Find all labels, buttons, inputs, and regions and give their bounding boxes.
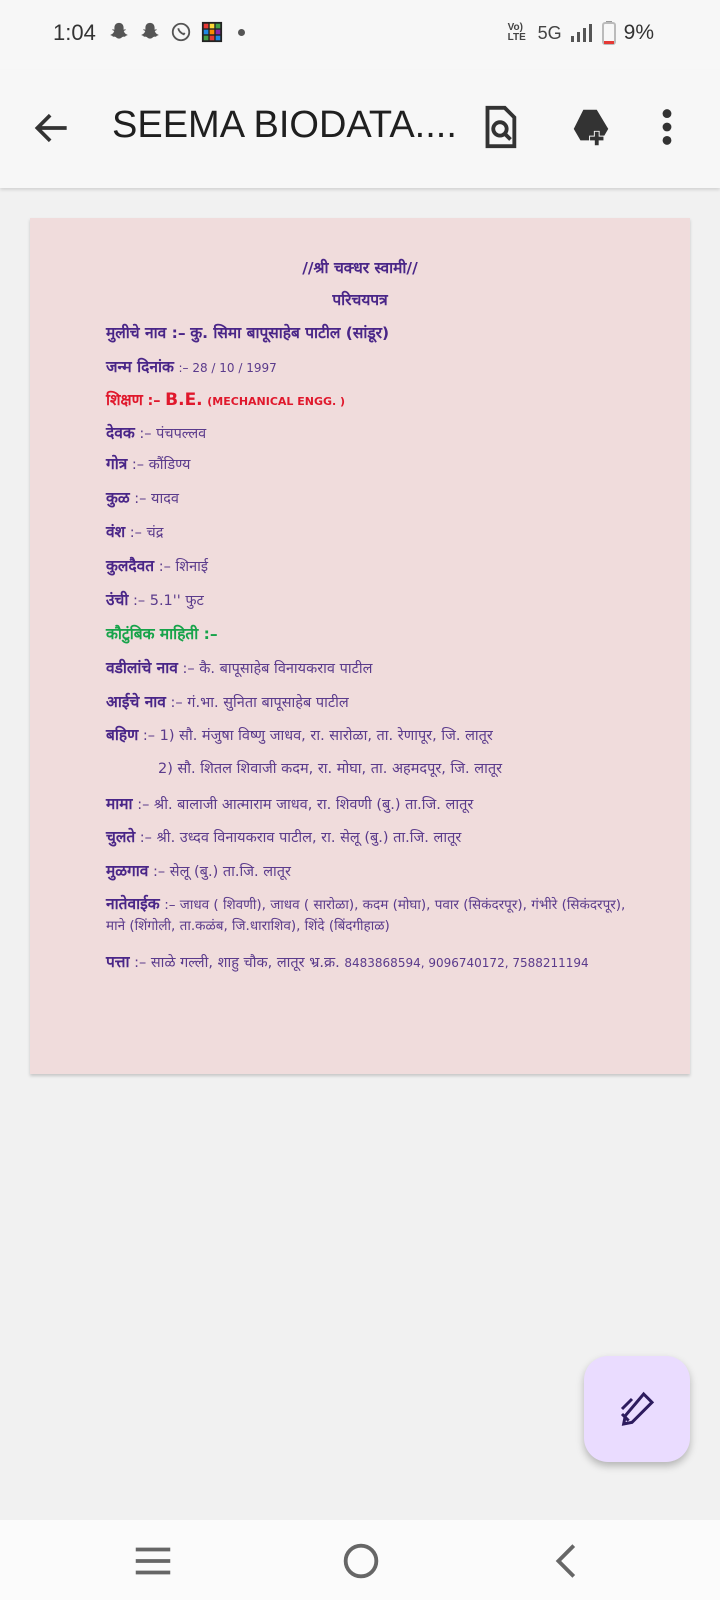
- relatives-label: नातेवाईक: [106, 895, 160, 913]
- network-type: 5G: [537, 22, 562, 43]
- gotra-row: [106, 452, 190, 474]
- app-grid-icon: [201, 21, 223, 43]
- mother-value: :– गं.भा. सुनिता बापूसाहेब पाटील: [170, 695, 349, 711]
- status-time: 1:04: [53, 20, 96, 45]
- document-page[interactable]: [30, 218, 690, 1074]
- dob-row: [106, 355, 277, 377]
- relatives-row: [106, 892, 625, 914]
- gotra-label: गोत्र: [106, 455, 128, 473]
- kuldaivat-row: [106, 554, 208, 576]
- relatives-value-1: :– जाधव ( शिवणी), जाधव ( सारोळा), कदम (मोघा), पवार (सिकंदरपूर), गंभीरे (सिकंदरपूर),: [164, 897, 626, 913]
- devak-value: :– पंचपल्लव: [139, 426, 207, 442]
- snapchat-icon: [139, 21, 161, 43]
- volte-indicator: Vo) LTE: [507, 22, 526, 43]
- status-right: [508, 21, 654, 45]
- battery-icon: [602, 21, 616, 45]
- vansh-label: वंश: [106, 523, 126, 541]
- gotra-value: :– कौंडिण्य: [131, 457, 191, 473]
- father-label: वडीलांचे नाव: [106, 659, 178, 677]
- chulte-value: :– श्री. उध्दव विनायकराव पाटील, रा. सेलू (बु.) ता.जि. लातूर: [139, 830, 462, 846]
- address-value: :– साळे गल्ली, शाहु चौक, लातूर भ्र.क्र.: [134, 955, 340, 971]
- system-nav-bar: [0, 1520, 720, 1600]
- battery-level: 9%: [623, 21, 654, 44]
- status-bar: [0, 0, 720, 70]
- sister-row: [106, 723, 493, 745]
- signal-icon: [570, 22, 594, 44]
- father-value: :– कै. बापूसाहेब विनायकराव पाटील: [182, 661, 373, 677]
- kul-value: :– यादव: [134, 491, 179, 507]
- sister-label: बहिण: [106, 726, 139, 744]
- height-label: उंची: [106, 591, 129, 609]
- name-value: कु. सिमा बापूसाहेब पाटील (सांडूर): [190, 324, 390, 342]
- doc-header-invocation: //श्री चक्धर स्वामी//: [302, 259, 418, 277]
- kul-row: [106, 486, 179, 508]
- chulte-row: [106, 825, 461, 847]
- devak-label: देवक: [106, 424, 135, 442]
- name-label: मुलीचे नाव :–: [106, 324, 186, 342]
- add-to-drive-icon[interactable]: [568, 104, 614, 150]
- education-value: B.E.: [165, 390, 203, 410]
- recents-icon[interactable]: [130, 1538, 176, 1584]
- relatives-row-2: [106, 916, 390, 934]
- phone-numbers: 8483868594, 9096740172, 7588211194: [344, 956, 589, 970]
- chulte-label: चुलते: [106, 828, 136, 846]
- sister-value-2: 2) सौ. शितल शिवाजी कदम, रा. मोघा, ता. अहमदपूर, जि. लातूर: [158, 761, 503, 777]
- height-value: :– 5.1'' फुट: [132, 593, 204, 609]
- address-row: [106, 950, 589, 972]
- vansh-row: [106, 520, 163, 542]
- snapchat-icon: [108, 21, 130, 43]
- sister-value-1: :– 1) सौ. मंजुषा विष्णु जाधव, रा. सारोळा, ता. रेणापूर, जि. लातूर: [142, 728, 493, 744]
- dob-value: :– 28 / 10 / 1997: [178, 361, 277, 375]
- education-detail: (MECHANICAL ENGG. ): [207, 395, 346, 408]
- village-row: [106, 859, 291, 881]
- mother-row: [106, 690, 349, 712]
- dob-label: जन्म दिनांक: [106, 358, 174, 376]
- document-search-icon[interactable]: [476, 104, 522, 150]
- more-vert-icon[interactable]: [654, 104, 680, 150]
- name-row: [106, 321, 389, 343]
- whatsapp-icon: [170, 21, 192, 43]
- arrow-back-icon[interactable]: [30, 106, 74, 150]
- vansh-value: :– चंद्र: [129, 525, 164, 541]
- more-notifications-dot: [238, 29, 245, 36]
- address-label: पत्ता: [106, 953, 130, 971]
- relatives-value-2: माने (शिंगोली, ता.कळंब, जि.धाराशिव), शिंदे (बिंदगीहाळ): [106, 918, 390, 934]
- mama-value: :– श्री. बालाजी आत्माराम जाधव, रा. शिवणी (बु.) ता.जि. लातूर: [137, 797, 474, 813]
- family-info-heading: कौटुंबिक माहिती :–: [106, 625, 218, 643]
- height-row: [106, 588, 204, 610]
- edit-pen-icon: [617, 1389, 657, 1429]
- education-row: [106, 388, 345, 410]
- app-bar: [0, 70, 720, 188]
- village-label: मुळगाव: [106, 862, 149, 880]
- kuldaivat-label: कुलदैवत: [106, 557, 155, 575]
- nav-back-icon[interactable]: [545, 1538, 591, 1584]
- notification-icons: [108, 21, 245, 43]
- kul-label: कुळ: [106, 489, 130, 507]
- document-title: SEEMA BIODATA....: [112, 104, 457, 146]
- sister-row-2: [158, 758, 502, 778]
- mama-row: [106, 792, 473, 814]
- village-value: :– सेलू (बु.) ता.जि. लातूर: [153, 864, 291, 880]
- mother-label: आईचे नाव: [106, 693, 166, 711]
- kuldaivat-value: :– शिनाई: [158, 559, 209, 575]
- education-label: शिक्षण: [106, 391, 143, 409]
- father-row: [106, 656, 372, 678]
- home-icon[interactable]: [338, 1538, 384, 1584]
- edit-fab-button[interactable]: [584, 1356, 690, 1462]
- education-separator: :–: [147, 393, 161, 409]
- doc-header-title: परिचयपत्र: [332, 291, 388, 309]
- devak-row: [106, 421, 206, 443]
- mama-label: मामा: [106, 795, 133, 813]
